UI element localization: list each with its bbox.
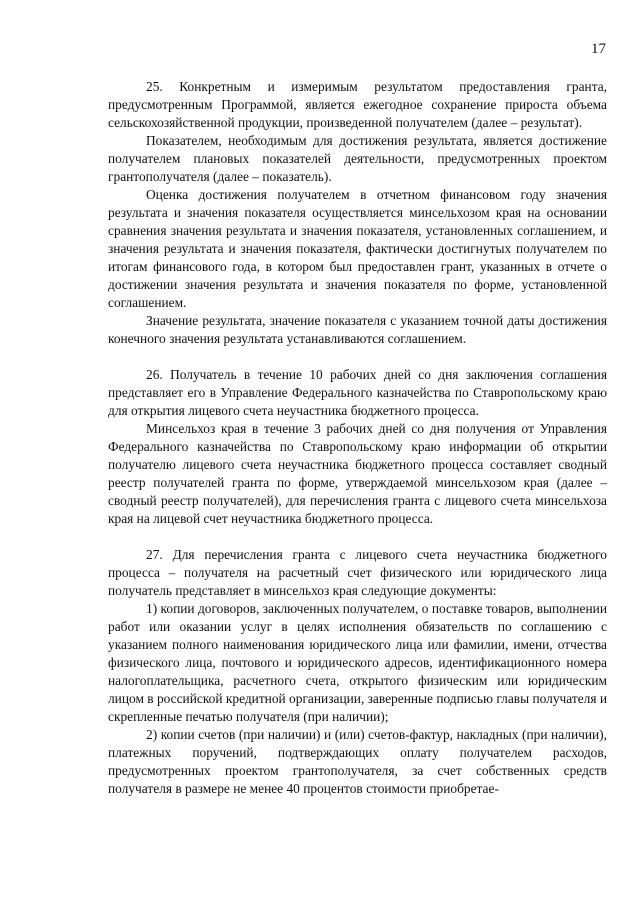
paragraph-evaluation: Оценка достижения получателем в отчетном финансовом году значения результата и значения показателя осуществляется минсельхозом края на основании сравнения значения результата и значения показателя, установленных соглашением, и значения результата и значения показателя, фактически достигнутых получателем по итогам финансового года, в котором был предоставлен грант, указанных в отчете о достижении значения результата и значения показателя по форме, установленной соглашением. [108, 187, 607, 310]
paragraph-registry: Минсельхоз края в течение 3 рабочих дней со дня получения от Управления Федерального казначейства по Ставропольскому краю информации об открытии получателю лицевого счета неучастника бюджетного процесса составляет сводный реестр получателей гранта по форме, утверждаемой минсельхозом края (далее – сводный реестр получателей), для перечисления гранта с лицевого счета минсельхоза края на лицевой счет неучастника бюджетного процесса. [108, 421, 607, 526]
document-body [108, 78, 607, 798]
page-number: 17 [591, 41, 606, 57]
paragraph-values: Значение результата, значение показателя с указанием точной даты достижения конечного значения результата устанавливаются соглашением. [108, 313, 607, 346]
paragraph-27-documents: 27. Для перечисления гранта с лицевого счета неучастника бюджетного процесса – получателя на расчетный счет физического или юридического лица получатель представляет в минсельхоз края следующие документы: [108, 547, 607, 598]
paragraph-25-result: 25. Конкретным и измеримым результатом предоставления гранта, предусмотренным Программой, является ежегодное сохранение прироста объема сельскохозяйственной продукции, произведенной получателем (далее – результат). [108, 79, 607, 130]
paragraph-26-account: 26. Получатель в течение 10 рабочих дней со дня заключения соглашения представляет его в Управление Федерального казначейства по Ставропольскому краю для открытия лицевого счета неучастника бюджетного процесса. [108, 367, 607, 418]
list-item-contracts: 1) копии договоров, заключенных получателем, о поставке товаров, выполнении работ или оказании услуг в целях исполнения обязательств по соглашению с указанием полного наименования юридического лица или фамилии, имени, отчества физического лица, почтового и юридического адресов, идентификационного номера налогоплательщика, расчетного счета, открытого физическим или юридическим лицом в российской кредитной организации, заверенные подписью главы получателя и скрепленные печатью получателя (при наличии); [108, 601, 607, 724]
list-item-invoices: 2) копии счетов (при наличии) и (или) счетов-фактур, накладных (при наличии), платежных поручений, подтверждающих оплату получателем расходов, предусмотренных проектом грантополучателя, за счет собственных средств получателя в размере не менее 40 процентов стоимости приобретае- [108, 727, 607, 796]
paragraph-indicator: Показателем, необходимым для достижения результата, является достижение получателем плановых показателей деятельности, предусмотренных проектом грантополучателя (далее – показатель). [108, 133, 607, 184]
